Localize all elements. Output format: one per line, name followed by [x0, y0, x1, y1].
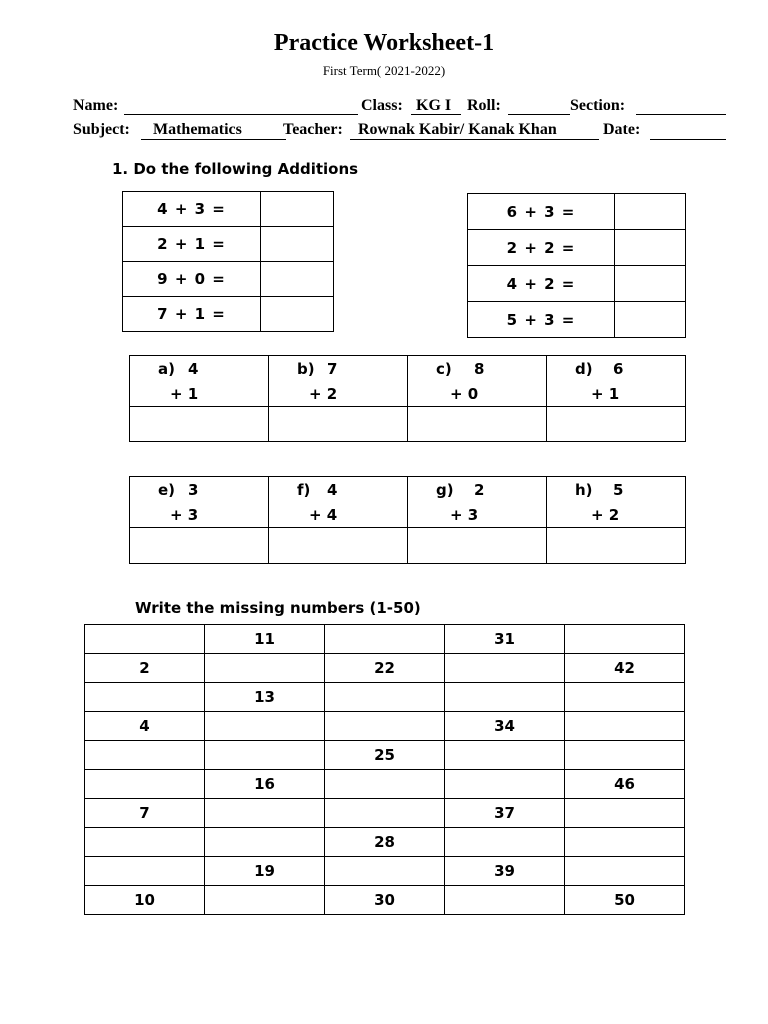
number-cell: 2	[85, 654, 205, 683]
number-row	[85, 654, 685, 683]
roll-label: Roll:	[467, 97, 501, 114]
answer-cell[interactable]	[261, 262, 334, 297]
section-1-heading: 1. Do the following Additions	[112, 160, 359, 178]
number-cell: 37	[445, 799, 565, 828]
sum-problem-b	[269, 356, 408, 407]
equation-cell: 9 + 0 =	[123, 262, 261, 297]
name-field[interactable]	[124, 114, 358, 115]
bottom-addend: + 0	[450, 385, 479, 403]
number-cell: 31	[445, 625, 565, 654]
date-field[interactable]	[650, 139, 726, 140]
equation-cell: 7 + 1 =	[123, 297, 261, 332]
number-cell: 46	[565, 770, 685, 799]
right-equation-table	[467, 193, 686, 338]
top-addend: 4	[327, 481, 338, 499]
answer-cell[interactable]	[261, 297, 334, 332]
number-row	[85, 741, 685, 770]
problem-label: g)	[436, 481, 454, 499]
top-addend: 3	[188, 481, 199, 499]
problem-label: c)	[436, 360, 452, 378]
name-label: Name:	[73, 97, 119, 114]
term-subtitle: First Term( 2021-2022)	[322, 63, 446, 78]
answer-cell[interactable]	[615, 230, 686, 266]
number-cell: 25	[325, 741, 445, 770]
blank-number-cell[interactable]	[565, 799, 685, 828]
top-addend: 6	[613, 360, 624, 378]
equation-cell: 5 + 3 =	[468, 302, 615, 338]
problem-label: f)	[297, 481, 311, 499]
blank-number-cell[interactable]	[565, 857, 685, 886]
sum-problem-e	[130, 477, 269, 528]
number-cell: 11	[205, 625, 325, 654]
blank-number-cell[interactable]	[565, 625, 685, 654]
answer-cell[interactable]	[408, 407, 547, 442]
top-addend: 8	[474, 360, 485, 378]
vertical-sums-table-2	[129, 476, 686, 564]
blank-number-cell[interactable]	[445, 683, 565, 712]
bottom-addend: + 1	[591, 385, 620, 403]
roll-field[interactable]	[508, 114, 570, 115]
blank-number-cell[interactable]	[565, 712, 685, 741]
answer-cell[interactable]	[269, 528, 408, 564]
sum-problem-f	[269, 477, 408, 528]
answer-cell[interactable]	[261, 227, 334, 262]
equation-cell: 2 + 2 =	[468, 230, 615, 266]
blank-number-cell[interactable]	[85, 741, 205, 770]
bottom-addend: + 1	[170, 385, 199, 403]
blank-number-cell[interactable]	[85, 625, 205, 654]
teacher-field[interactable]	[350, 139, 599, 140]
bottom-addend: + 2	[591, 506, 620, 524]
number-cell: 50	[565, 886, 685, 915]
number-cell: 22	[325, 654, 445, 683]
answer-cell[interactable]	[615, 194, 686, 230]
bottom-addend: + 3	[170, 506, 199, 524]
top-addend: 5	[613, 481, 624, 499]
blank-number-cell[interactable]	[565, 741, 685, 770]
sum-problem-g	[408, 477, 547, 528]
blank-number-cell[interactable]	[205, 741, 325, 770]
equation-cell: 4 + 3 =	[123, 192, 261, 227]
answer-cell[interactable]	[615, 302, 686, 338]
answer-cell[interactable]	[408, 528, 547, 564]
missing-numbers-table	[84, 624, 685, 915]
blank-number-cell[interactable]	[445, 654, 565, 683]
problem-label: b)	[297, 360, 315, 378]
blank-number-cell[interactable]	[445, 886, 565, 915]
blank-number-cell[interactable]	[85, 828, 205, 857]
number-row	[85, 886, 685, 915]
section-label: Section:	[570, 97, 626, 114]
problem-label: h)	[575, 481, 593, 499]
number-cell: 7	[85, 799, 205, 828]
sum-problem-d	[547, 356, 686, 407]
answer-cell[interactable]	[261, 192, 334, 227]
number-cell: 10	[85, 886, 205, 915]
class-label: Class:	[361, 97, 403, 114]
answer-cell[interactable]	[130, 528, 269, 564]
bottom-addend: + 3	[450, 506, 479, 524]
number-cell: 39	[445, 857, 565, 886]
answer-cell[interactable]	[269, 407, 408, 442]
number-row	[85, 712, 685, 741]
blank-number-cell[interactable]	[85, 683, 205, 712]
subject-label: Subject:	[73, 121, 130, 138]
number-cell: 16	[205, 770, 325, 799]
blank-number-cell[interactable]	[205, 654, 325, 683]
blank-number-cell[interactable]	[325, 770, 445, 799]
section-field[interactable]	[636, 114, 726, 115]
number-cell: 13	[205, 683, 325, 712]
page-title: Practice Worksheet-1	[273, 30, 495, 56]
blank-number-cell[interactable]	[565, 683, 685, 712]
number-row	[85, 828, 685, 857]
sum-problem-c	[408, 356, 547, 407]
subject-field[interactable]	[141, 139, 286, 140]
bottom-addend: + 4	[309, 506, 338, 524]
answer-cell[interactable]	[615, 266, 686, 302]
blank-number-cell[interactable]	[445, 741, 565, 770]
bottom-addend: + 2	[309, 385, 338, 403]
subject-value: Mathematics	[153, 121, 242, 138]
number-cell: 28	[325, 828, 445, 857]
problem-label: e)	[158, 481, 176, 499]
blank-number-cell[interactable]	[325, 799, 445, 828]
blank-number-cell[interactable]	[325, 857, 445, 886]
blank-number-cell[interactable]	[205, 886, 325, 915]
blank-number-cell[interactable]	[85, 770, 205, 799]
blank-number-cell[interactable]	[445, 828, 565, 857]
number-cell: 34	[445, 712, 565, 741]
left-equation-table	[122, 191, 334, 332]
blank-number-cell[interactable]	[205, 712, 325, 741]
top-addend: 2	[474, 481, 485, 499]
blank-number-cell[interactable]	[325, 712, 445, 741]
equation-cell: 6 + 3 =	[468, 194, 615, 230]
section-2-heading: Write the missing numbers (1-50)	[135, 599, 421, 617]
number-row	[85, 857, 685, 886]
blank-number-cell[interactable]	[205, 799, 325, 828]
problem-label: d)	[575, 360, 593, 378]
top-addend: 4	[188, 360, 199, 378]
blank-number-cell[interactable]	[325, 625, 445, 654]
number-row	[85, 683, 685, 712]
number-row	[85, 799, 685, 828]
sum-problem-h	[547, 477, 686, 528]
answer-cell[interactable]	[547, 407, 686, 442]
answer-cell[interactable]	[547, 528, 686, 564]
vertical-sums-table-1	[129, 355, 686, 442]
number-row	[85, 770, 685, 799]
blank-number-cell[interactable]	[85, 857, 205, 886]
number-cell: 42	[565, 654, 685, 683]
number-cell: 30	[325, 886, 445, 915]
answer-cell[interactable]	[130, 407, 269, 442]
equation-cell: 2 + 1 =	[123, 227, 261, 262]
blank-number-cell[interactable]	[565, 828, 685, 857]
top-addend: 7	[327, 360, 338, 378]
equation-cell: 4 + 2 =	[468, 266, 615, 302]
class-value: KG I	[416, 97, 452, 114]
teacher-value: Rownak Kabir/ Kanak Khan	[358, 121, 557, 138]
blank-number-cell[interactable]	[325, 683, 445, 712]
blank-number-cell[interactable]	[205, 828, 325, 857]
number-cell: 4	[85, 712, 205, 741]
problem-label: a)	[158, 360, 175, 378]
teacher-label: Teacher:	[283, 121, 343, 138]
date-label: Date:	[603, 121, 641, 138]
number-cell: 19	[205, 857, 325, 886]
sum-problem-a	[130, 356, 269, 407]
blank-number-cell[interactable]	[445, 770, 565, 799]
number-row	[85, 625, 685, 654]
